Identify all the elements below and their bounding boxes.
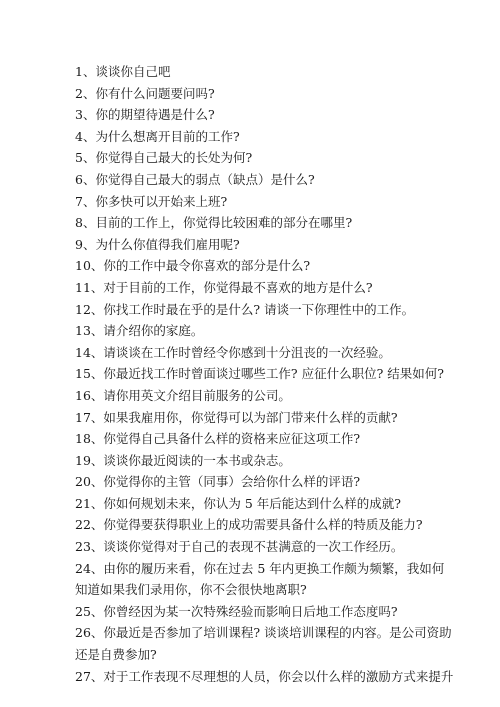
question-text: 你的工作中最令你喜欢的部分是什么?	[103, 258, 311, 274]
question-text: 为什么想离开目前的工作?	[95, 128, 240, 144]
question-text: 对于目前的工作，你觉得最不喜欢的地方是什么?	[103, 279, 373, 295]
question-item	[75, 558, 455, 601]
question-number: 2、	[75, 85, 96, 101]
question-item	[75, 104, 455, 126]
question-text: 你如何规划未来，你认为 5 年后能达到什么样的成就?	[103, 495, 402, 511]
question-item	[75, 277, 455, 299]
question-text: 你觉得自己最大的弱点（缺点）是什么?	[95, 171, 315, 187]
question-number: 19、	[75, 452, 104, 468]
question-item	[75, 385, 455, 407]
question-number: 21、	[75, 495, 104, 511]
question-text: 请你用英文介绍目前服务的公司。	[103, 387, 291, 403]
question-text: 你觉得自己具备什么样的资格来应征这项工作?	[103, 431, 361, 447]
question-item	[75, 169, 455, 191]
question-number: 25、	[75, 603, 104, 619]
question-text: 你找工作时最在乎的是什么? 请谈一下你理性中的工作。	[103, 301, 415, 317]
question-number: 10、	[75, 258, 104, 274]
question-text: 你觉得要获得职业上的成功需要具备什么样的特质及能力?	[103, 517, 423, 533]
question-item	[75, 342, 455, 364]
question-item	[75, 299, 455, 321]
question-text: 你觉得你的主管（同事）会给你什么样的评语?	[103, 474, 361, 490]
question-text: 对于工作表现不尽理想的人员，你会以什么样的激励方式来提升	[103, 668, 454, 684]
question-number: 16、	[75, 387, 104, 403]
document-body	[75, 61, 455, 687]
question-item	[75, 255, 455, 277]
question-number: 14、	[75, 344, 104, 360]
question-number: 8、	[75, 215, 96, 231]
question-text: 你最近找工作时曾面谈过哪些工作? 应征什么职位? 结果如何?	[103, 366, 444, 382]
question-number: 23、	[75, 539, 104, 555]
question-number: 1、	[75, 64, 96, 79]
question-item	[75, 514, 455, 536]
question-item	[75, 450, 455, 472]
question-text: 目前的工作上，你觉得比较困难的部分在哪里?	[95, 215, 353, 231]
question-item	[75, 493, 455, 515]
question-text: 你曾经因为某一次特殊经验而影响日后地工作态度吗?	[103, 603, 398, 619]
question-text: 如果我雇用你，你觉得可以为部门带来什么样的贡献?	[103, 409, 398, 425]
question-number: 26、	[75, 625, 104, 641]
question-number: 22、	[75, 517, 104, 533]
question-number: 20、	[75, 474, 104, 490]
question-number: 24、	[75, 560, 104, 576]
question-text: 谈谈你最近阅读的一本书或杂志。	[103, 452, 291, 468]
question-number: 12、	[75, 301, 104, 317]
question-number: 11、	[75, 279, 104, 295]
question-item	[75, 666, 455, 688]
question-text: 你最近是否参加了培训课程? 谈谈培训课程的内容。是公司资助还是自费参加?	[75, 625, 452, 663]
question-text: 你多快可以开始来上班?	[95, 193, 228, 209]
question-item	[75, 126, 455, 148]
question-number: 3、	[75, 107, 96, 123]
question-item	[75, 83, 455, 105]
question-item	[75, 191, 455, 213]
question-number: 17、	[75, 409, 104, 425]
question-number: 13、	[75, 323, 104, 339]
question-item	[75, 320, 455, 342]
question-number: 4、	[75, 128, 96, 144]
question-text: 由你的履历来看，你在过去 5 年内更换工作颇为频繁，我如何知道如果我们录用你，你不会很快地离职?	[75, 560, 445, 598]
question-number: 7、	[75, 193, 96, 209]
question-number: 5、	[75, 150, 96, 166]
question-item	[75, 407, 455, 429]
question-text: 你觉得自己最大的长处为何?	[95, 150, 253, 166]
question-item	[75, 147, 455, 169]
question-item	[75, 61, 455, 83]
question-number: 9、	[75, 236, 96, 252]
question-number: 15、	[75, 366, 104, 382]
question-text: 请介绍你的家庭。	[103, 323, 204, 339]
question-text: 你的期望待遇是什么?	[95, 107, 215, 123]
question-item	[75, 234, 455, 256]
question-number: 27、	[75, 668, 104, 684]
question-item	[75, 428, 455, 450]
question-text: 谈谈你觉得对于自己的表现不甚满意的一次工作经历。	[103, 539, 404, 555]
question-number: 6、	[75, 171, 96, 187]
question-item	[75, 622, 455, 665]
question-item	[75, 471, 455, 493]
question-text: 你有什么问题要问吗?	[95, 85, 215, 101]
question-number: 18、	[75, 431, 104, 447]
question-text: 为什么你值得我们雇用呢?	[95, 236, 240, 252]
question-text: 谈谈你自己吧	[95, 64, 171, 79]
question-item	[75, 536, 455, 558]
question-text: 请谈谈在工作时曾经令你感到十分沮丧的一次经验。	[103, 344, 391, 360]
question-item	[75, 212, 455, 234]
question-item	[75, 601, 455, 623]
question-item	[75, 363, 455, 385]
